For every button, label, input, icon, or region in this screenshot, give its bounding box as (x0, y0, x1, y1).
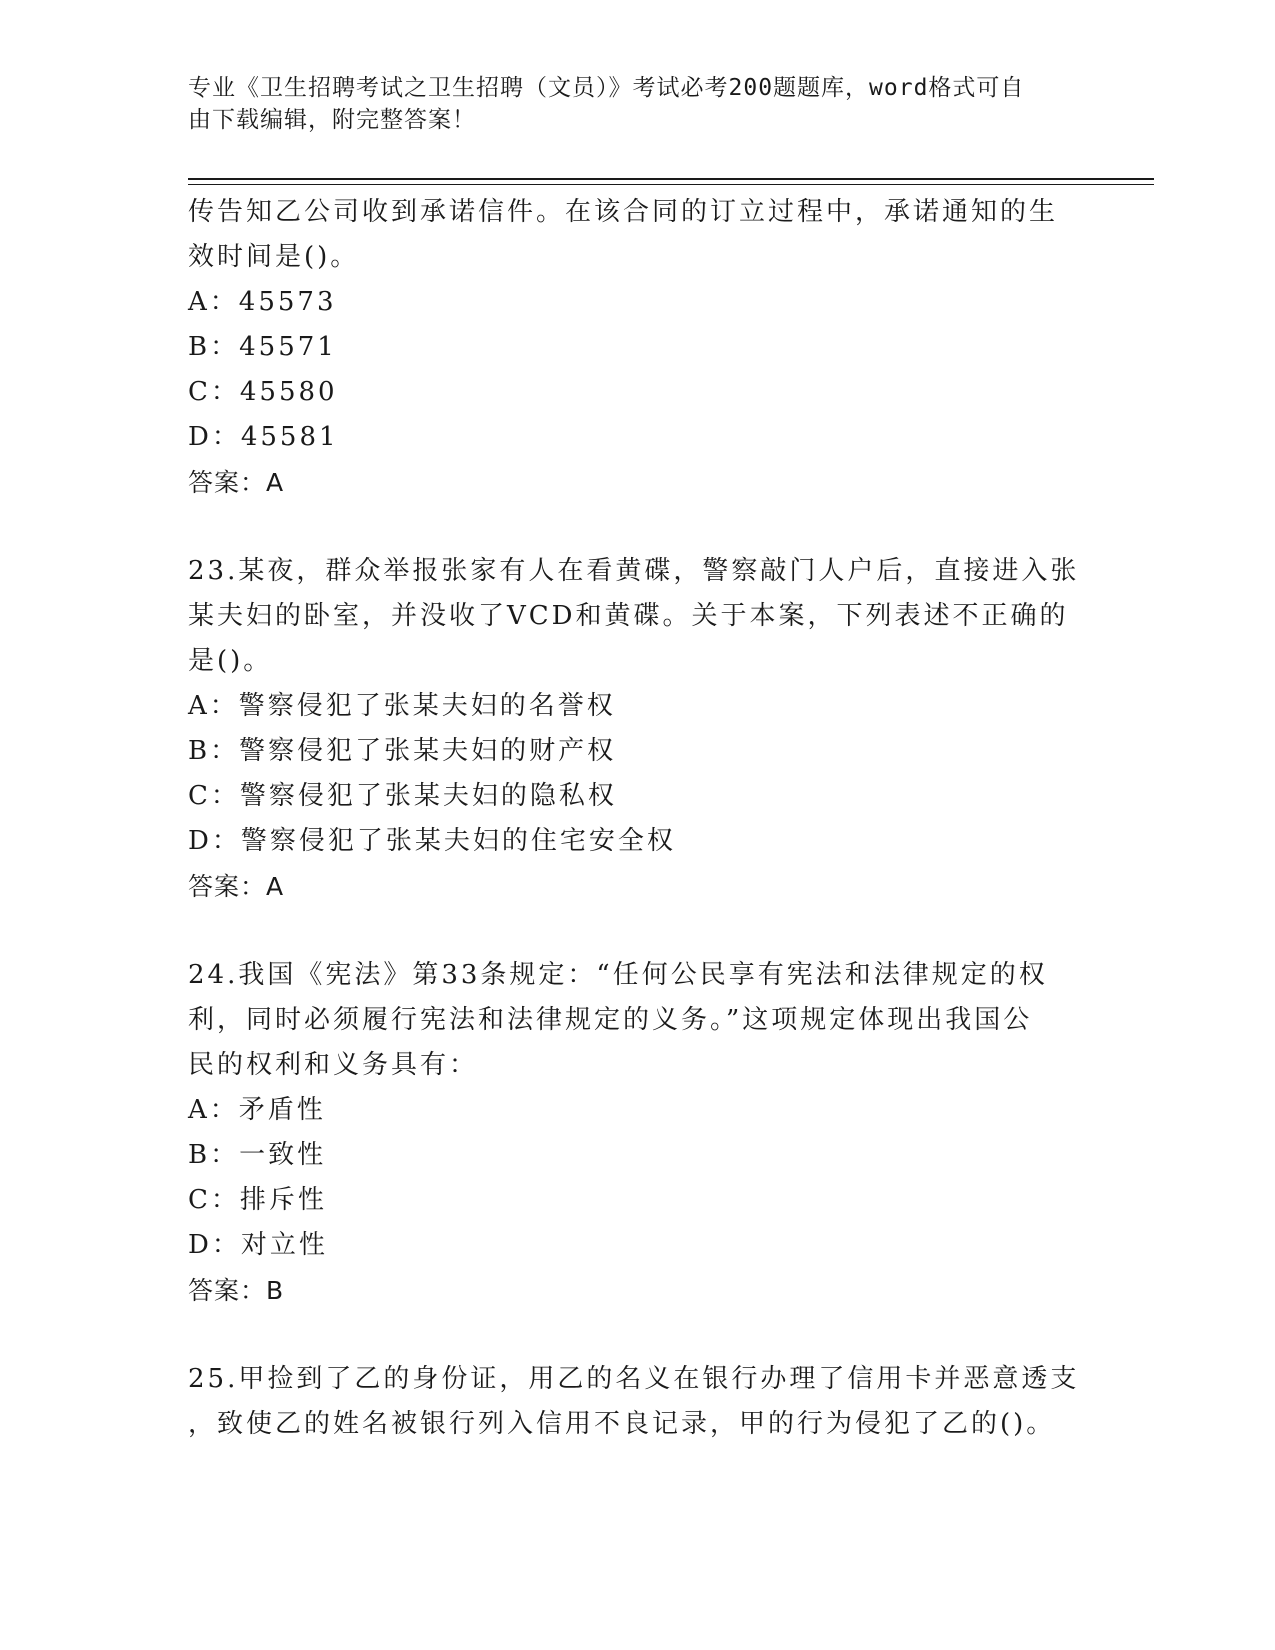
option-d: D：45581 (188, 422, 339, 452)
option-b: B：一致性 (188, 1140, 327, 1170)
question-text-line: ，致使乙的姓名被银行列入信用不良记录，甲的行为侵犯了乙的()。 (188, 1409, 1056, 1439)
question-text-line: 是()。 (188, 646, 273, 676)
option-a: A：45573 (188, 287, 337, 317)
answer-label: 答案：B (188, 1276, 285, 1305)
answer-label: 答案：A (188, 468, 285, 497)
option-a: A：警察侵犯了张某夫妇的名誉权 (188, 691, 616, 721)
option-b: B：警察侵犯了张某夫妇的财产权 (188, 736, 617, 766)
question-text-line: 某夫妇的卧室，并没收了VCD和黄碟。关于本案，下列表述不正确的 (188, 601, 1069, 631)
question-text-line: 25.甲捡到了乙的身份证，用乙的名义在银行办理了信用卡并恶意透支 (188, 1364, 1080, 1394)
header-line-2: 由下载编辑，附完整答案！ (188, 107, 476, 133)
question-24 (188, 953, 1088, 1313)
option-d: D：警察侵犯了张某夫妇的住宅安全权 (188, 826, 676, 856)
option-c: C：45580 (188, 377, 338, 407)
option-b: B：45571 (188, 332, 337, 362)
option-a: A：矛盾性 (188, 1095, 326, 1125)
header-divider-thick (188, 178, 1154, 180)
question-text-line: 24.我国《宪法》第33条规定：“任何公民享有宪法和法律规定的权 (188, 960, 1048, 990)
question-25 (188, 1357, 1088, 1447)
question-text-line: 传告知乙公司收到承诺信件。在该合同的订立过程中，承诺通知的生 (188, 197, 1059, 227)
question-text-line: 利，同时必须履行宪法和法律规定的义务。”这项规定体现出我国公 (188, 1005, 1033, 1035)
option-c: C：排斥性 (188, 1185, 327, 1215)
question-continuation (188, 190, 1088, 505)
document-body (188, 190, 1088, 1447)
question-text-line: 23.某夜，群众举报张家有人在看黄碟，警察敲门人户后，直接进入张 (188, 556, 1080, 586)
answer-label: 答案：A (188, 872, 285, 901)
question-text-line: 民的权利和义务具有： (188, 1050, 479, 1080)
header-divider-thin (188, 184, 1154, 185)
question-23 (188, 549, 1088, 909)
document-header (188, 72, 1068, 136)
option-c: C：警察侵犯了张某夫妇的隐私权 (188, 781, 617, 811)
header-line-1: 专业《卫生招聘考试之卫生招聘（文员）》考试必考200题题库，word格式可自 (188, 75, 1025, 101)
option-d: D：对立性 (188, 1230, 328, 1260)
question-text-line: 效时间是()。 (188, 242, 360, 272)
